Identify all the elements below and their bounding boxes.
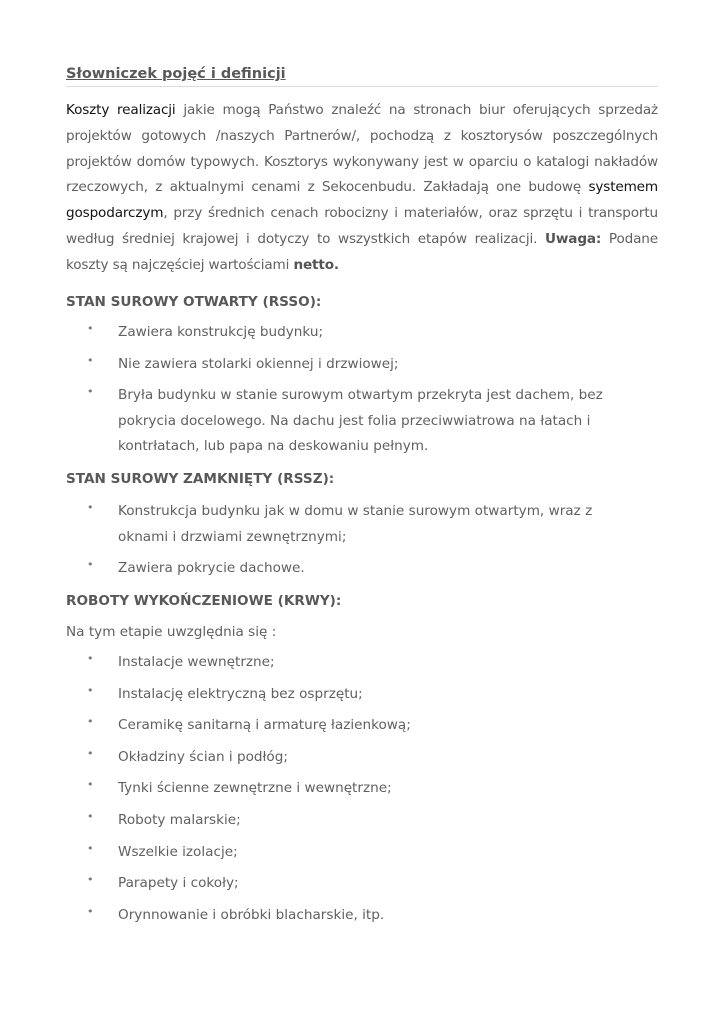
warning-label: Uwaga: xyxy=(545,230,602,247)
bullet-icon: • xyxy=(87,652,94,665)
list-item xyxy=(66,808,658,834)
intro-highlight: systemem gospodarczym xyxy=(66,179,658,222)
list-item xyxy=(66,383,658,460)
intro-text-2: , przy średnich cenach robocizny i materiałów, oraz sprzętu i transportu według średniej krajowej i dotyczy to wszystkich etapów realizacji. xyxy=(66,205,658,247)
list-rsso xyxy=(66,320,658,460)
list-item xyxy=(66,713,658,739)
list-item-text: Okładziny ścian i podłóg; xyxy=(118,748,288,765)
list-item xyxy=(66,499,658,550)
document-title: Słowniczek pojęć i definicji xyxy=(66,64,658,87)
section-heading-rssz: STAN SUROWY ZAMKNIĘTY (RSSZ): xyxy=(66,471,335,487)
bullet-icon: • xyxy=(87,501,94,514)
bullet-icon: • xyxy=(87,683,94,697)
bullet-icon: • xyxy=(87,778,94,792)
list-item xyxy=(66,556,658,582)
list-item xyxy=(66,352,658,378)
list-item-text: Roboty malarskie; xyxy=(118,811,241,828)
list-item-text: Konstrukcja budynku jak w domu w stanie surowym otwartym, wraz z oknami i drzwiami zewnętrznymi; xyxy=(118,503,593,545)
list-item xyxy=(66,871,658,897)
list-item-text: Parapety i cokoły; xyxy=(118,875,239,892)
list-item xyxy=(66,682,658,708)
list-krwy xyxy=(66,650,658,928)
list-item-text: Tynki ścienne zewnętrzne i wewnętrzne; xyxy=(118,780,392,797)
list-item xyxy=(66,903,658,929)
list-item-text: Wszelkie izolacje; xyxy=(118,843,238,860)
list-item-text: Instalację elektryczną bez osprzętu; xyxy=(118,685,363,702)
bullet-icon: • xyxy=(87,809,94,823)
intro-text-1: jakie mogą Państwo znaleźć na stronach biur oferujących sprzedaż projektów gotowych /naszych Partnerów/, pochodzą z kosztorysów poszczególnych projektów domów typowych. Kosztorys wykonywany jest w oparciu o katalogi nakładów rzeczowych, z aktualnymi cenami z Sekocenbudu. Zakładają one budowę xyxy=(66,102,658,196)
intro-paragraph xyxy=(66,98,658,279)
bullet-icon: • xyxy=(87,904,94,918)
intro-text-3: Podane koszty są najczęściej wartościami xyxy=(66,230,658,273)
list-item xyxy=(66,745,658,771)
list-item xyxy=(66,320,658,346)
list-item xyxy=(66,840,658,866)
list-item-text: Zawiera konstrukcję budynku; xyxy=(118,324,324,340)
bullet-icon: • xyxy=(87,385,94,399)
bullet-icon: • xyxy=(87,322,94,335)
list-item-text: Orynnowanie i obróbki blacharskie, itp. xyxy=(118,906,385,923)
bullet-icon: • xyxy=(87,715,94,729)
list-item-text: Instalacje wewnętrzne; xyxy=(118,654,275,670)
list-item-text: Zawiera pokrycie dachowe. xyxy=(118,560,305,577)
bullet-icon: • xyxy=(87,558,94,572)
list-rssz xyxy=(66,499,658,582)
bullet-icon: • xyxy=(87,746,94,760)
list-item xyxy=(66,776,658,802)
list-item-text: Ceramikę sanitarną i armaturę łazienkową; xyxy=(118,717,411,734)
bullet-icon: • xyxy=(87,353,94,367)
section-lead-text: Na tym etapie uwzględnia się : xyxy=(66,624,277,640)
list-item-text: Nie zawiera stolarki okiennej i drzwiowej; xyxy=(118,355,399,372)
section-heading-rsso: STAN SUROWY OTWARTY (RSSO): xyxy=(66,294,322,310)
section-heading-krwy: ROBOTY WYKOŃCZENIOWE (KRWY): xyxy=(66,593,342,609)
bullet-icon: • xyxy=(87,841,94,855)
bullet-icon: • xyxy=(87,873,94,887)
net-label: netto. xyxy=(293,256,339,273)
intro-term: Koszty realizacji xyxy=(66,102,176,118)
list-item xyxy=(66,650,658,676)
list-item-text: Bryła budynku w stanie surowym otwartym przekryta jest dachem, bez pokrycia docelowego. Na dachu jest folia przeciwwiatrowa na łatach i kontrłatach, lub papa na deskowaniu pełnym. xyxy=(118,387,603,455)
